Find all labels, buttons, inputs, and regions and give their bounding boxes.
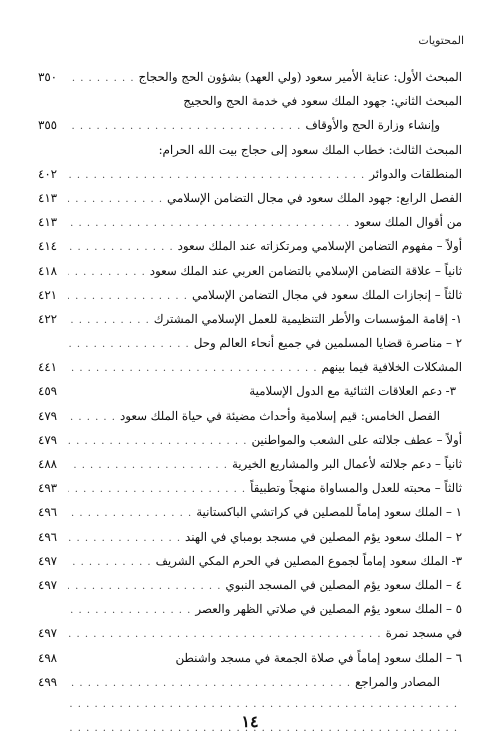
- leader-dots: [68, 629, 382, 640]
- toc-entry-title: الفصل الخامس: قيم إسلامية وأحداث مضيئة في حياة الملك سعود: [119, 408, 440, 423]
- toc-entry-title: ثالثاً – إنجازات الملك سعود في مجال التضامن الإسلامي: [191, 287, 462, 302]
- toc-entry-page: ٤٧٩: [38, 408, 58, 423]
- running-head: المحتويات: [418, 34, 464, 47]
- leader-dots: [68, 194, 163, 205]
- leader-dots: [68, 218, 350, 229]
- toc-entry-title: ٦ – الملك سعود إماماً في صلاة الجمعة في مسجد واشنطن: [175, 650, 462, 665]
- toc-entry: [38, 264, 462, 288]
- leader-dots: [68, 533, 181, 544]
- table-of-contents: [38, 70, 462, 747]
- toc-entry-title: المشكلات الخلافية فيما بينهم: [321, 360, 462, 375]
- toc-entry: [38, 118, 462, 142]
- leader-dots: [68, 315, 150, 326]
- toc-entry: [38, 651, 462, 675]
- toc-entry-page: ٤٩٦: [38, 505, 58, 520]
- toc-entry-page: ٤١٣: [38, 190, 58, 205]
- toc-entry-title: ٢ – مناصرة قضايا المسلمين في جميع أنحاء العالم وحل: [193, 336, 462, 351]
- toc-entry-title: المبحث الثالث: خطاب الملك سعود إلى حجاج بيت الله الحرام:: [158, 142, 462, 157]
- toc-entry-title: ٣- دعم العلاقات الثنائية مع الدول الإسلامية: [249, 384, 456, 399]
- toc-entry-page: ٤٩٩: [38, 674, 58, 689]
- toc-entry: [38, 457, 462, 481]
- toc-entry-title: أولاً – عطف جلالته على الشعب والمواطنين: [251, 432, 462, 447]
- toc-entry: [38, 578, 462, 602]
- toc-entry-title: المبحث الثاني: جهود الملك سعود في خدمة الحج والحجيج: [183, 94, 462, 109]
- toc-entry: [38, 312, 462, 336]
- leader-dots: [68, 678, 351, 689]
- toc-entry-page: ٤١٤: [38, 239, 58, 254]
- toc-entry: [38, 94, 462, 118]
- toc-entry-title: ١- إقامة المؤسسات والأطر التنظيمية للعمل الإسلامي المشترك: [153, 311, 462, 326]
- toc-entry-title: المنطلقات والدوائر: [369, 166, 462, 181]
- toc-entry: [38, 675, 462, 699]
- toc-entry: [38, 336, 462, 360]
- leader-dots: [68, 412, 116, 423]
- toc-entry-page: ٣٥٠: [38, 70, 58, 84]
- toc-entry: [38, 433, 462, 457]
- toc-entry: [38, 288, 462, 312]
- toc-entry-title: المصادر والمراجع: [355, 674, 440, 689]
- toc-entry: [38, 530, 462, 554]
- leader-dots: [68, 363, 318, 374]
- toc-entry: [38, 360, 462, 384]
- toc-entry: [38, 167, 462, 191]
- toc-entry-title: الفصل الرابع: جهود الملك سعود في مجال التضامن الإسلامي: [167, 190, 462, 205]
- leader-dots: [68, 339, 190, 350]
- toc-entry: [38, 554, 462, 578]
- toc-entry-title: ٥ – الملك سعود يؤم المصلين في صلاتي الظهر والعصر: [195, 602, 462, 617]
- toc-entry-page: ٤٩٣: [38, 481, 58, 496]
- toc-entry-page: ٤٢٢: [38, 311, 58, 326]
- toc-entry-title: في مسجد نمرة: [385, 626, 462, 641]
- leader-dots: [68, 267, 146, 278]
- toc-entry: [38, 409, 462, 433]
- toc-entry-page: ٤٥٩: [38, 384, 58, 399]
- toc-entry-page: ٤٨٨: [38, 457, 58, 471]
- leader-dots: [68, 73, 135, 84]
- leader-dots: [68, 291, 188, 302]
- toc-entry-title: أولاً – مفهوم التضامن الإسلامي ومرتكزاته عند الملك سعود: [177, 239, 462, 254]
- toc-entry-page: ٤٩٧: [38, 626, 58, 641]
- toc-entry-title: وإنشاء وزارة الحج والأوقاف: [305, 118, 440, 133]
- toc-entry-page: ٤٠٢: [38, 166, 58, 181]
- leader-dots: [68, 170, 365, 181]
- toc-entry-page: ٤٩٨: [38, 650, 58, 665]
- toc-entry: [38, 626, 462, 650]
- leader-dots: [68, 508, 192, 519]
- toc-entry-page: ٤١٨: [38, 263, 58, 278]
- toc-entry-page: ٤٢١: [38, 287, 58, 302]
- leader-dots: [68, 460, 228, 471]
- leader-dots: [68, 121, 301, 132]
- toc-entry-title: ٣- الملك سعود إماماً لجموع المصلين في الحرم المكي الشريف: [155, 553, 462, 568]
- toc-entry: [38, 215, 462, 239]
- toc-entry: [38, 602, 462, 626]
- toc-entry-page: ٤٧٩: [38, 432, 58, 447]
- toc-entry-title: المبحث الأول: عناية الأمير سعود (ولي العهد) بشؤون الحج والحجاج: [138, 70, 462, 84]
- toc-entry: [38, 70, 462, 94]
- toc-entry-page: ٤٩٧: [38, 553, 58, 568]
- toc-entry-title: ٢ – الملك سعود يؤم المصلين في مسجد بومباي في الهند: [185, 529, 462, 544]
- toc-entry-title: من أقوال الملك سعود: [354, 215, 462, 230]
- toc-entry-title: ثالثاً – محبته للعدل والمساواة منهجاً وتطبيقاً: [250, 481, 462, 496]
- toc-entry-title: ١ – الملك سعود إماماً للمصلين في كراتشي الباكستانية: [196, 505, 462, 520]
- leader-dots: [68, 557, 152, 568]
- toc-entry-title: ٤ – الملك سعود يؤم المصلين في المسجد النبوي: [225, 577, 462, 592]
- toc-entry-title: ثانياً – دعم جلالته لأعمال البر والمشاريع الخيرية: [231, 457, 462, 471]
- toc-entry-page: ٤٩٧: [38, 577, 58, 592]
- toc-entry-page: ٤٩٦: [38, 529, 58, 544]
- leader-dots: [68, 436, 247, 447]
- toc-entry-title: ثانياً – علاقة التضامن الإسلامي بالتضامن العربي عند الملك سعود: [149, 263, 462, 278]
- toc-entry: [38, 384, 462, 408]
- leader-dots: [68, 605, 191, 616]
- toc-entry-page: ٤٤١: [38, 360, 58, 375]
- toc-entry: [38, 505, 462, 529]
- toc-entry: [38, 143, 462, 167]
- toc-entry-page: ٤١٣: [38, 215, 58, 230]
- leader-dots: [68, 581, 221, 592]
- page-number: ١٤: [241, 712, 259, 731]
- toc-entry: [38, 481, 462, 505]
- leader-dots: [68, 699, 458, 710]
- toc-entry-page: ٣٥٥: [38, 118, 58, 133]
- toc-entry: [38, 239, 462, 263]
- toc-entry: [38, 191, 462, 215]
- leader-dots: [68, 242, 174, 253]
- leader-dots: [68, 484, 246, 495]
